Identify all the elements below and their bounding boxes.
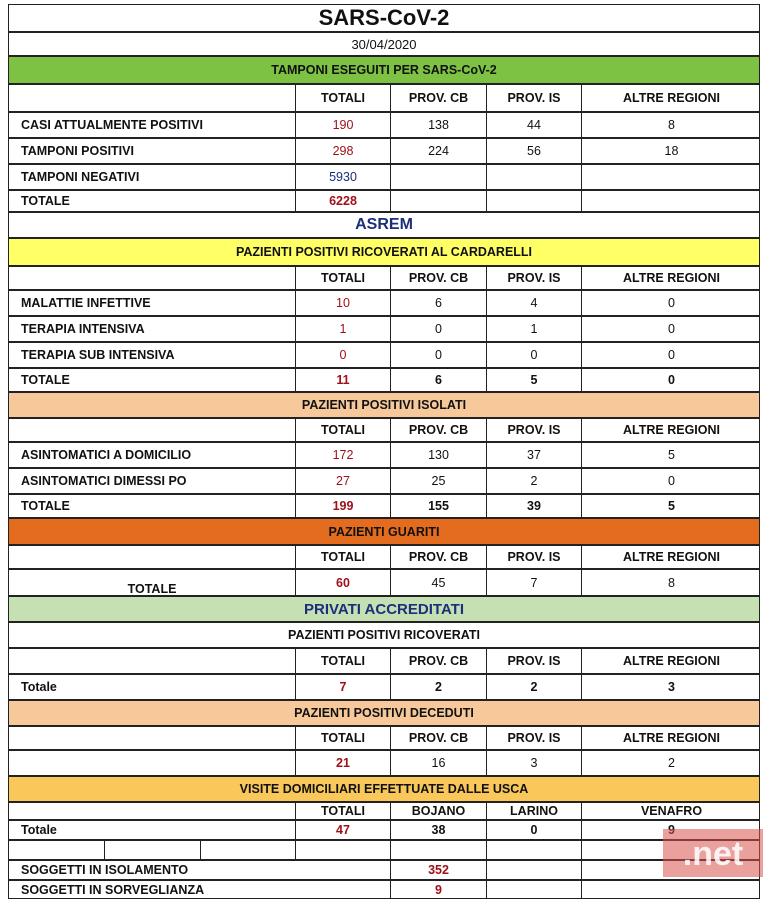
table-row (8, 138, 760, 164)
section-usca-header (8, 776, 760, 802)
value-totali: 21 (295, 751, 390, 775)
empty-cell (295, 841, 390, 859)
col-header: PROV. CB (390, 727, 486, 749)
row-label: SOGGETTI IN SORVEGLIANZA (21, 882, 205, 897)
asrem-text: ASREM (355, 216, 413, 233)
empty-cell (390, 841, 486, 859)
row-label: TOTALE (21, 499, 70, 513)
value-prov-cb: 130 (390, 443, 486, 467)
value-altre-regioni: 18 (581, 139, 761, 163)
empty-cell (104, 841, 200, 859)
table-row (8, 164, 760, 190)
value-prov-is: 44 (486, 113, 581, 137)
col-header: TOTALI (295, 649, 390, 673)
row-label: TERAPIA SUB INTENSIVA (21, 348, 175, 362)
empty-cell (581, 881, 761, 898)
value-prov-cb (390, 165, 486, 189)
value-altre-regioni: 0 (581, 291, 761, 315)
value-prov-cb: 2 (390, 675, 486, 699)
table-row (8, 112, 760, 138)
value-prov-is: 3 (486, 751, 581, 775)
col-header: LARINO (486, 803, 581, 819)
col-header: ALTRE REGIONI (581, 546, 761, 568)
col-header: TOTALI (295, 419, 390, 441)
value-prov-is: 2 (486, 469, 581, 493)
row-label: TOTALE (21, 194, 70, 208)
section-title: PAZIENTI POSITIVI RICOVERATI (288, 628, 480, 642)
empty-cell (200, 841, 295, 859)
section-title: PAZIENTI POSITIVI DECEDUTI (294, 706, 474, 720)
col-header: PROV. IS (486, 85, 581, 111)
section-isolati-header (8, 392, 760, 418)
value-prov-cb: 0 (390, 343, 486, 367)
value-sorveglianza: 9 (390, 881, 486, 898)
value-altre-regioni: 0 (581, 343, 761, 367)
deceduti-col-header-row (8, 726, 760, 750)
section-guariti-header (8, 518, 760, 545)
value-altre-regioni: 8 (581, 113, 761, 137)
col-header: PROV. IS (486, 546, 581, 568)
empty-cell (486, 841, 581, 859)
empty-cell (9, 649, 295, 673)
section-title: VISITE DOMICILIARI EFFETTUATE DALLE USCA (239, 782, 529, 796)
row-label (9, 751, 295, 775)
col-header: PROV. CB (390, 85, 486, 111)
priv-col-header-row (8, 648, 760, 674)
ricoverati-col-header-row (8, 266, 760, 290)
spacer-row (8, 840, 760, 860)
col-header: ALTRE REGIONI (581, 419, 761, 441)
value-totali: 0 (295, 343, 390, 367)
value-altre-regioni (581, 165, 761, 189)
row-label: SOGGETTI IN ISOLAMENTO (21, 863, 189, 877)
col-header: TOTALI (295, 546, 390, 568)
isolati-col-header-row (8, 418, 760, 442)
section-title: PAZIENTI POSITIVI ISOLATI (301, 398, 467, 412)
table-row (8, 468, 760, 494)
value-prov-is: 0 (486, 343, 581, 367)
col-header: PROV. CB (390, 649, 486, 673)
col-header: TOTALI (295, 267, 390, 289)
section-title: TAMPONI ESEGUITI PER SARS-CoV-2 (271, 63, 497, 77)
value-prov-is: 37 (486, 443, 581, 467)
col-header: VENAFRO (581, 803, 761, 819)
value-altre-regioni: 0 (581, 317, 761, 341)
report-title (8, 4, 760, 32)
row-label: TAMPONI POSITIVI (21, 144, 134, 158)
value-prov-is: 7 (486, 570, 581, 595)
value-larino: 0 (486, 821, 581, 839)
row-label: Totale (21, 680, 57, 694)
col-header: BOJANO (390, 803, 486, 819)
value-prov-is: 1 (486, 317, 581, 341)
row-label: TOTALE (21, 373, 70, 387)
col-header: ALTRE REGIONI (581, 267, 761, 289)
value-prov-cb: 0 (390, 317, 486, 341)
value-bojano: 38 (390, 821, 486, 839)
section-title: PAZIENTI POSITIVI RICOVERATI AL CARDARELLI (235, 245, 533, 259)
row-label: TERAPIA INTENSIVA (21, 322, 145, 336)
value-prov-is (486, 191, 581, 211)
section-deceduti-header (8, 700, 760, 726)
value-totali: 47 (295, 821, 390, 839)
col-header: PROV. IS (486, 419, 581, 441)
value-prov-is: 4 (486, 291, 581, 315)
col-header: TOTALI (295, 803, 390, 819)
empty-cell (9, 841, 104, 859)
table-row (8, 316, 760, 342)
value-prov-is: 56 (486, 139, 581, 163)
row-label: ASINTOMATICI A DOMICILIO (21, 448, 192, 462)
value-altre-regioni: 5 (581, 495, 761, 517)
report-date (8, 32, 760, 56)
empty-cell (9, 803, 295, 819)
value-altre-regioni: 0 (581, 469, 761, 493)
value-prov-is: 2 (486, 675, 581, 699)
value-prov-cb: 224 (390, 139, 486, 163)
section-tamponi-header (8, 56, 760, 84)
value-altre-regioni: 5 (581, 443, 761, 467)
value-prov-is (486, 165, 581, 189)
watermark-logo (663, 829, 763, 877)
watermark-text: .net (682, 835, 744, 873)
title-text: SARS-CoV-2 (318, 5, 450, 30)
table-row (8, 342, 760, 368)
row-label: TOTALE (127, 581, 177, 596)
sorveglianza-row (8, 880, 760, 899)
empty-cell (9, 267, 295, 289)
col-header: PROV. CB (390, 546, 486, 568)
value-totali: 199 (295, 495, 390, 517)
value-altre-regioni: 0 (581, 369, 761, 391)
value-totali: 60 (295, 570, 390, 595)
row-label: ASINTOMATICI DIMESSI PO (21, 474, 187, 488)
value-prov-cb (390, 191, 486, 211)
row-label: Totale (21, 823, 57, 837)
table-row-total (8, 494, 760, 518)
table-row (8, 290, 760, 316)
table-row (8, 442, 760, 468)
col-header: TOTALI (295, 85, 390, 111)
empty-cell (9, 546, 295, 568)
col-header: TOTALI (295, 727, 390, 749)
value-prov-is: 39 (486, 495, 581, 517)
section-priv-ricoverati-header (8, 622, 760, 648)
table-row-total (8, 190, 760, 212)
row-label: TAMPONI NEGATIVI (21, 170, 140, 184)
value-totali: 190 (295, 113, 390, 137)
tamponi-col-header-row (8, 84, 760, 112)
col-header: PROV. IS (486, 267, 581, 289)
value-prov-cb: 16 (390, 751, 486, 775)
date-text: 30/04/2020 (351, 36, 417, 52)
privati-text: PRIVATI ACCREDITATI (304, 600, 464, 618)
value-isolamento: 352 (390, 861, 486, 879)
value-prov-cb: 25 (390, 469, 486, 493)
section-ricoverati-header (8, 238, 760, 266)
guariti-col-header-row (8, 545, 760, 569)
value-altre-regioni: 3 (581, 675, 761, 699)
value-totali: 11 (295, 369, 390, 391)
col-header: PROV. IS (486, 649, 581, 673)
value-prov-cb: 6 (390, 369, 486, 391)
table-row-total (8, 569, 760, 596)
col-header: PROV. CB (390, 267, 486, 289)
empty-cell (9, 727, 295, 749)
value-prov-cb: 45 (390, 570, 486, 595)
value-altre-regioni: 8 (581, 570, 761, 595)
usca-col-header-row (8, 802, 760, 820)
table-row (8, 750, 760, 776)
empty-cell (9, 419, 295, 441)
value-prov-is: 5 (486, 369, 581, 391)
value-totali: 298 (295, 139, 390, 163)
col-header: PROV. IS (486, 727, 581, 749)
value-totali: 10 (295, 291, 390, 315)
isolamento-row (8, 860, 760, 880)
row-label: MALATTIE INFETTIVE (21, 296, 151, 310)
privati-heading (8, 596, 760, 622)
col-header: ALTRE REGIONI (581, 85, 761, 111)
empty-cell (486, 861, 581, 879)
value-totali: 27 (295, 469, 390, 493)
asrem-heading (8, 212, 760, 238)
value-prov-cb: 155 (390, 495, 486, 517)
table-row-total (8, 820, 760, 840)
value-totali: 7 (295, 675, 390, 699)
value-prov-cb: 6 (390, 291, 486, 315)
value-totali: 1 (295, 317, 390, 341)
empty-cell (486, 881, 581, 898)
col-header: ALTRE REGIONI (581, 727, 761, 749)
row-label: CASI ATTUALMENTE POSITIVI (21, 118, 203, 132)
section-title: PAZIENTI GUARITI (328, 524, 440, 539)
value-totali: 6228 (295, 191, 390, 211)
value-prov-cb: 138 (390, 113, 486, 137)
table-row-total (8, 674, 760, 700)
col-header: ALTRE REGIONI (581, 649, 761, 673)
table-row-total (8, 368, 760, 392)
empty-cell (9, 85, 295, 111)
value-altre-regioni: 2 (581, 751, 761, 775)
value-altre-regioni (581, 191, 761, 211)
value-totali: 5930 (295, 165, 390, 189)
value-totali: 172 (295, 443, 390, 467)
col-header: PROV. CB (390, 419, 486, 441)
